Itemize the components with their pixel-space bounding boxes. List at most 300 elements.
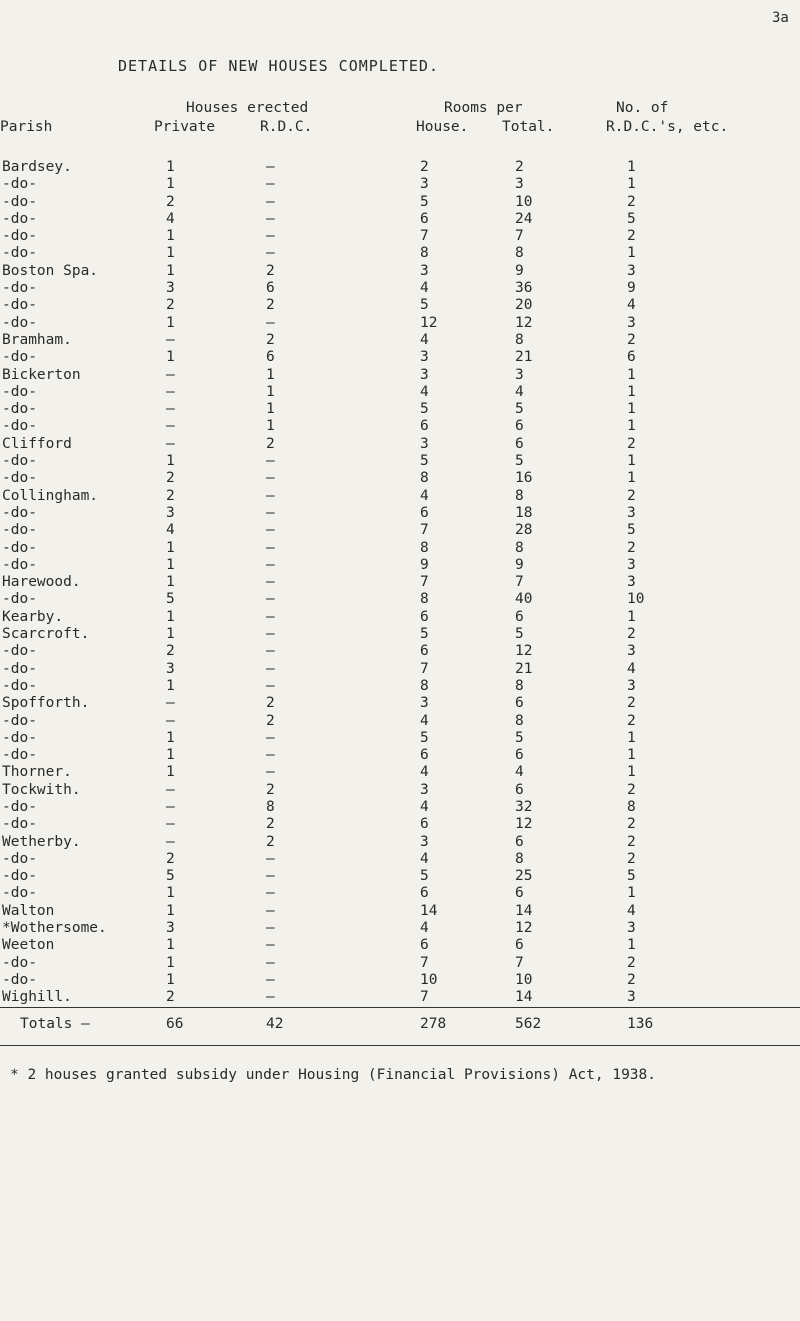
header-no-of: No. of bbox=[616, 100, 669, 116]
cell-private: 2 bbox=[166, 850, 175, 867]
table-row bbox=[0, 245, 800, 262]
cell-rdcs: 5 bbox=[627, 522, 636, 539]
cell-rdcs: 1 bbox=[627, 937, 636, 954]
cell-rooms-per-house: 5 bbox=[420, 729, 429, 746]
table-row bbox=[0, 349, 800, 366]
cell-rdcs: 2 bbox=[627, 850, 636, 867]
cell-private: 1 bbox=[166, 747, 175, 764]
cell-private: 5 bbox=[166, 591, 175, 608]
cell-total-rooms: 9 bbox=[515, 262, 524, 279]
cell-rooms-per-house: 3 bbox=[420, 695, 429, 712]
totals-bottom-rule bbox=[0, 1045, 800, 1046]
cell-rdcs: 2 bbox=[627, 954, 636, 971]
cell-rdcs: 3 bbox=[627, 262, 636, 279]
cell-parish: -do- bbox=[2, 798, 37, 815]
cell-private: 1 bbox=[166, 885, 175, 902]
cell-parish: Bickerton bbox=[2, 366, 81, 383]
table-row bbox=[0, 626, 800, 643]
cell-total-rooms: 10 bbox=[515, 193, 533, 210]
cell-total-rooms: 3 bbox=[515, 366, 524, 383]
cell-total-rooms: 32 bbox=[515, 798, 533, 815]
cell-rdcs: 2 bbox=[627, 781, 636, 798]
cell-parish: -do- bbox=[2, 280, 37, 297]
cell-rooms-per-house: 6 bbox=[420, 608, 429, 625]
cell-rdc: – bbox=[266, 660, 275, 677]
cell-rdc: 2 bbox=[266, 331, 275, 348]
cell-parish: -do- bbox=[2, 522, 37, 539]
cell-parish: Bardsey. bbox=[2, 159, 72, 175]
totals-rooms-per-house: 278 bbox=[420, 1016, 447, 1032]
cell-private: – bbox=[166, 798, 175, 815]
cell-rdc: 1 bbox=[266, 383, 275, 400]
cell-rooms-per-house: 6 bbox=[420, 418, 429, 435]
table-row bbox=[0, 401, 800, 418]
header-total: Total. bbox=[502, 119, 555, 135]
cell-rdc: – bbox=[266, 971, 275, 988]
cell-total-rooms: 6 bbox=[515, 833, 524, 850]
cell-private: 2 bbox=[166, 487, 175, 504]
cell-private: 2 bbox=[166, 297, 175, 314]
cell-rdcs: 1 bbox=[627, 470, 636, 487]
cell-parish: -do- bbox=[2, 971, 37, 988]
cell-private: 2 bbox=[166, 193, 175, 210]
cell-rdcs: 8 bbox=[627, 798, 636, 815]
cell-private: 1 bbox=[166, 729, 175, 746]
cell-parish: -do- bbox=[2, 747, 37, 764]
cell-rdc: 2 bbox=[266, 695, 275, 712]
cell-rdcs: 2 bbox=[627, 331, 636, 348]
cell-rooms-per-house: 8 bbox=[420, 677, 429, 694]
cell-rdc: 2 bbox=[266, 833, 275, 850]
cell-total-rooms: 4 bbox=[515, 383, 524, 400]
cell-parish: -do- bbox=[2, 850, 37, 867]
cell-total-rooms: 21 bbox=[515, 349, 533, 366]
cell-total-rooms: 6 bbox=[515, 781, 524, 798]
cell-private: 5 bbox=[166, 868, 175, 885]
cell-rooms-per-house: 7 bbox=[420, 574, 429, 591]
cell-rooms-per-house: 4 bbox=[420, 331, 429, 348]
cell-rooms-per-house: 10 bbox=[420, 971, 438, 988]
cell-rooms-per-house: 4 bbox=[420, 764, 429, 781]
cell-rdc: – bbox=[266, 228, 275, 245]
cell-parish: -do- bbox=[2, 228, 37, 245]
cell-rooms-per-house: 12 bbox=[420, 314, 438, 331]
header-parish: Parish bbox=[0, 119, 53, 135]
cell-rdcs: 2 bbox=[627, 487, 636, 504]
table-row bbox=[0, 661, 800, 678]
cell-rdc: – bbox=[266, 193, 275, 210]
cell-total-rooms: 6 bbox=[515, 418, 524, 435]
cell-rooms-per-house: 3 bbox=[420, 366, 429, 383]
cell-private: 3 bbox=[166, 920, 175, 937]
table-row bbox=[0, 453, 800, 470]
cell-rooms-per-house: 4 bbox=[420, 798, 429, 815]
cell-rooms-per-house: 6 bbox=[420, 885, 429, 902]
cell-rdc: 6 bbox=[266, 280, 275, 297]
cell-rooms-per-house: 5 bbox=[420, 193, 429, 210]
cell-total-rooms: 6 bbox=[515, 608, 524, 625]
cell-rdcs: 1 bbox=[627, 383, 636, 400]
cell-private: – bbox=[166, 712, 175, 729]
cell-rooms-per-house: 3 bbox=[420, 262, 429, 279]
cell-total-rooms: 5 bbox=[515, 626, 524, 643]
cell-rdc: – bbox=[266, 747, 275, 764]
cell-parish: Spofforth. bbox=[2, 695, 90, 712]
cell-parish: *Wothersome. bbox=[2, 920, 107, 937]
cell-parish: -do- bbox=[2, 297, 37, 314]
cell-total-rooms: 12 bbox=[515, 643, 533, 660]
cell-rdc: – bbox=[266, 487, 275, 504]
totals-rdc: 42 bbox=[266, 1016, 284, 1032]
cell-rooms-per-house: 4 bbox=[420, 712, 429, 729]
cell-rdcs: 1 bbox=[627, 747, 636, 764]
table-row bbox=[0, 332, 800, 349]
cell-total-rooms: 10 bbox=[515, 971, 533, 988]
cell-rdcs: 4 bbox=[627, 660, 636, 677]
cell-rdcs: 2 bbox=[627, 539, 636, 556]
cell-private: 1 bbox=[166, 971, 175, 988]
cell-rdc: – bbox=[266, 176, 275, 193]
cell-private: 1 bbox=[166, 937, 175, 954]
cell-total-rooms: 36 bbox=[515, 280, 533, 297]
cell-rooms-per-house: 6 bbox=[420, 937, 429, 954]
cell-rooms-per-house: 14 bbox=[420, 902, 438, 919]
table-row bbox=[0, 522, 800, 539]
table-row bbox=[0, 747, 800, 764]
table-row bbox=[0, 263, 800, 280]
cell-parish: -do- bbox=[2, 729, 37, 746]
cell-parish: -do- bbox=[2, 401, 37, 418]
cell-private: 1 bbox=[166, 262, 175, 279]
cell-rdcs: 5 bbox=[627, 210, 636, 227]
cell-parish: -do- bbox=[2, 591, 37, 608]
cell-rdc: – bbox=[266, 677, 275, 694]
cell-rooms-per-house: 8 bbox=[420, 591, 429, 608]
cell-rooms-per-house: 3 bbox=[420, 349, 429, 366]
cell-rdc: – bbox=[266, 539, 275, 556]
cell-total-rooms: 7 bbox=[515, 574, 524, 591]
cell-parish: -do- bbox=[2, 660, 37, 677]
totals-private: 66 bbox=[166, 1016, 184, 1032]
table-row bbox=[0, 384, 800, 401]
cell-rdc: – bbox=[266, 591, 275, 608]
header-private: Private bbox=[154, 119, 216, 135]
cell-rdc: – bbox=[266, 885, 275, 902]
cell-total-rooms: 7 bbox=[515, 954, 524, 971]
cell-private: – bbox=[166, 435, 175, 452]
cell-total-rooms: 8 bbox=[515, 245, 524, 262]
cell-private: 3 bbox=[166, 280, 175, 297]
cell-parish: -do- bbox=[2, 816, 37, 833]
cell-total-rooms: 7 bbox=[515, 228, 524, 245]
table-row bbox=[0, 972, 800, 989]
cell-rdcs: 2 bbox=[627, 971, 636, 988]
cell-rdcs: 5 bbox=[627, 868, 636, 885]
cell-rdc: – bbox=[266, 920, 275, 937]
cell-rooms-per-house: 6 bbox=[420, 643, 429, 660]
cell-rooms-per-house: 7 bbox=[420, 660, 429, 677]
cell-parish: -do- bbox=[2, 245, 37, 262]
cell-parish: Boston Spa. bbox=[2, 262, 99, 279]
header-rooms-per: Rooms per bbox=[444, 100, 523, 116]
cell-private: 1 bbox=[166, 245, 175, 262]
footnote: * 2 houses granted subsidy under Housing (Financial Provisions) Act, 1938. bbox=[10, 1067, 657, 1083]
cell-rooms-per-house: 4 bbox=[420, 383, 429, 400]
cell-rdc: – bbox=[266, 729, 275, 746]
cell-total-rooms: 5 bbox=[515, 729, 524, 746]
cell-rdc: 1 bbox=[266, 366, 275, 383]
cell-private: 1 bbox=[166, 556, 175, 573]
table-row bbox=[0, 591, 800, 608]
cell-total-rooms: 8 bbox=[515, 539, 524, 556]
cell-rdc: – bbox=[266, 504, 275, 521]
cell-rdcs: 3 bbox=[627, 314, 636, 331]
table-row bbox=[0, 194, 800, 211]
cell-total-rooms: 8 bbox=[515, 331, 524, 348]
cell-private: – bbox=[166, 833, 175, 850]
cell-private: 3 bbox=[166, 660, 175, 677]
cell-private: 2 bbox=[166, 989, 175, 1006]
cell-rdc: – bbox=[266, 556, 275, 573]
cell-total-rooms: 8 bbox=[515, 712, 524, 729]
table-row bbox=[0, 488, 800, 505]
cell-total-rooms: 12 bbox=[515, 314, 533, 331]
table-row bbox=[0, 713, 800, 730]
cell-parish: -do- bbox=[2, 193, 37, 210]
cell-rdc: 8 bbox=[266, 798, 275, 815]
cell-rdc: 2 bbox=[266, 816, 275, 833]
cell-parish: -do- bbox=[2, 453, 37, 470]
cell-parish: -do- bbox=[2, 556, 37, 573]
cell-rooms-per-house: 6 bbox=[420, 816, 429, 833]
cell-parish: Wetherby. bbox=[2, 833, 81, 850]
cell-parish: -do- bbox=[2, 885, 37, 902]
cell-parish: -do- bbox=[2, 176, 37, 193]
cell-rdc: – bbox=[266, 626, 275, 643]
table-row bbox=[0, 228, 800, 245]
cell-rdc: – bbox=[266, 850, 275, 867]
document-title: DETAILS OF NEW HOUSES COMPLETED. bbox=[118, 57, 439, 75]
cell-rdcs: 6 bbox=[627, 349, 636, 366]
cell-rdc: 1 bbox=[266, 418, 275, 435]
cell-rdcs: 1 bbox=[627, 159, 636, 175]
cell-parish: -do- bbox=[2, 383, 37, 400]
cell-rdcs: 1 bbox=[627, 418, 636, 435]
cell-rdcs: 2 bbox=[627, 833, 636, 850]
cell-parish: -do- bbox=[2, 349, 37, 366]
cell-parish: Thorner. bbox=[2, 764, 72, 781]
cell-parish: Kearby. bbox=[2, 608, 64, 625]
table-row bbox=[0, 297, 800, 314]
cell-rooms-per-house: 7 bbox=[420, 954, 429, 971]
cell-rooms-per-house: 5 bbox=[420, 401, 429, 418]
cell-total-rooms: 6 bbox=[515, 695, 524, 712]
cell-total-rooms: 6 bbox=[515, 435, 524, 452]
cell-rdcs: 1 bbox=[627, 245, 636, 262]
table-row bbox=[0, 851, 800, 868]
cell-rooms-per-house: 8 bbox=[420, 470, 429, 487]
cell-total-rooms: 20 bbox=[515, 297, 533, 314]
cell-rdcs: 2 bbox=[627, 695, 636, 712]
cell-private: 1 bbox=[166, 228, 175, 245]
cell-rdc: – bbox=[266, 902, 275, 919]
cell-rooms-per-house: 6 bbox=[420, 747, 429, 764]
cell-rdcs: 4 bbox=[627, 902, 636, 919]
totals-row bbox=[0, 1016, 800, 1036]
cell-total-rooms: 25 bbox=[515, 868, 533, 885]
cell-total-rooms: 14 bbox=[515, 989, 533, 1006]
table-row bbox=[0, 418, 800, 435]
cell-rdcs: 1 bbox=[627, 453, 636, 470]
cell-rdc: – bbox=[266, 643, 275, 660]
cell-parish: Wighill. bbox=[2, 989, 72, 1006]
cell-rooms-per-house: 4 bbox=[420, 920, 429, 937]
cell-rdc: – bbox=[266, 453, 275, 470]
cell-rooms-per-house: 5 bbox=[420, 868, 429, 885]
header-house: House. bbox=[416, 119, 469, 135]
cell-rdcs: 1 bbox=[627, 401, 636, 418]
cell-rooms-per-house: 3 bbox=[420, 176, 429, 193]
table-row bbox=[0, 557, 800, 574]
cell-rdcs: 1 bbox=[627, 885, 636, 902]
cell-total-rooms: 8 bbox=[515, 850, 524, 867]
cell-total-rooms: 12 bbox=[515, 920, 533, 937]
cell-rdc: – bbox=[266, 210, 275, 227]
cell-total-rooms: 40 bbox=[515, 591, 533, 608]
table-row bbox=[0, 211, 800, 228]
cell-parish: Walton bbox=[2, 902, 55, 919]
cell-rooms-per-house: 9 bbox=[420, 556, 429, 573]
table-row bbox=[0, 989, 800, 1006]
cell-rdcs: 4 bbox=[627, 297, 636, 314]
cell-rdcs: 2 bbox=[627, 228, 636, 245]
cell-private: 1 bbox=[166, 954, 175, 971]
table-row bbox=[0, 834, 800, 851]
table-row bbox=[0, 280, 800, 297]
totals-label: Totals – bbox=[20, 1016, 90, 1032]
cell-rdc: – bbox=[266, 470, 275, 487]
cell-rdc: – bbox=[266, 989, 275, 1006]
cell-rooms-per-house: 4 bbox=[420, 850, 429, 867]
cell-rdc: – bbox=[266, 937, 275, 954]
cell-rdcs: 1 bbox=[627, 608, 636, 625]
table-row bbox=[0, 937, 800, 954]
table-row bbox=[0, 885, 800, 902]
table-row bbox=[0, 920, 800, 937]
table-row bbox=[0, 678, 800, 695]
cell-rooms-per-house: 3 bbox=[420, 833, 429, 850]
page-number: 3a bbox=[772, 10, 789, 26]
table-row bbox=[0, 315, 800, 332]
cell-private: 1 bbox=[166, 349, 175, 366]
cell-total-rooms: 5 bbox=[515, 401, 524, 418]
cell-parish: -do- bbox=[2, 954, 37, 971]
cell-private: 2 bbox=[166, 643, 175, 660]
cell-private: 1 bbox=[166, 453, 175, 470]
cell-private: 1 bbox=[166, 626, 175, 643]
cell-total-rooms: 14 bbox=[515, 902, 533, 919]
header-houses-erected: Houses erected bbox=[186, 100, 309, 116]
cell-rdc: 2 bbox=[266, 435, 275, 452]
cell-rdcs: 2 bbox=[627, 193, 636, 210]
cell-parish: Bramham. bbox=[2, 331, 72, 348]
cell-parish: Weeton bbox=[2, 937, 55, 954]
cell-rdc: – bbox=[266, 764, 275, 781]
cell-rdcs: 3 bbox=[627, 643, 636, 660]
cell-total-rooms: 5 bbox=[515, 453, 524, 470]
cell-private: – bbox=[166, 418, 175, 435]
cell-parish: -do- bbox=[2, 868, 37, 885]
cell-total-rooms: 4 bbox=[515, 764, 524, 781]
cell-rooms-per-house: 8 bbox=[420, 245, 429, 262]
cell-total-rooms: 8 bbox=[515, 677, 524, 694]
cell-rooms-per-house: 7 bbox=[420, 522, 429, 539]
cell-rooms-per-house: 8 bbox=[420, 539, 429, 556]
cell-private: 1 bbox=[166, 159, 175, 175]
cell-private: 4 bbox=[166, 522, 175, 539]
cell-private: – bbox=[166, 816, 175, 833]
cell-rdc: 6 bbox=[266, 349, 275, 366]
cell-parish: -do- bbox=[2, 418, 37, 435]
cell-rooms-per-house: 4 bbox=[420, 487, 429, 504]
cell-total-rooms: 2 bbox=[515, 159, 524, 175]
table-row bbox=[0, 695, 800, 712]
cell-rdc: – bbox=[266, 314, 275, 331]
cell-private: 1 bbox=[166, 574, 175, 591]
cell-rdc: – bbox=[266, 159, 275, 175]
cell-rdcs: 2 bbox=[627, 712, 636, 729]
cell-rdcs: 3 bbox=[627, 556, 636, 573]
cell-rdcs: 3 bbox=[627, 920, 636, 937]
cell-total-rooms: 6 bbox=[515, 747, 524, 764]
table-row bbox=[0, 903, 800, 920]
cell-parish: Harewood. bbox=[2, 574, 81, 591]
cell-total-rooms: 21 bbox=[515, 660, 533, 677]
cell-rdcs: 2 bbox=[627, 435, 636, 452]
cell-rdcs: 1 bbox=[627, 729, 636, 746]
cell-rdcs: 3 bbox=[627, 677, 636, 694]
cell-parish: -do- bbox=[2, 210, 37, 227]
cell-rooms-per-house: 6 bbox=[420, 210, 429, 227]
cell-private: 1 bbox=[166, 764, 175, 781]
cell-private: 3 bbox=[166, 504, 175, 521]
table-row bbox=[0, 176, 800, 193]
cell-rdcs: 3 bbox=[627, 574, 636, 591]
totals-top-rule bbox=[0, 1007, 800, 1008]
cell-private: – bbox=[166, 331, 175, 348]
cell-total-rooms: 12 bbox=[515, 816, 533, 833]
cell-private: 1 bbox=[166, 176, 175, 193]
cell-rdc: – bbox=[266, 608, 275, 625]
cell-private: 1 bbox=[166, 539, 175, 556]
cell-rdcs: 10 bbox=[627, 591, 645, 608]
totals-rdcs: 136 bbox=[627, 1016, 654, 1032]
cell-total-rooms: 24 bbox=[515, 210, 533, 227]
table-row bbox=[0, 643, 800, 660]
cell-rdc: 2 bbox=[266, 781, 275, 798]
cell-total-rooms: 6 bbox=[515, 937, 524, 954]
cell-rdc: – bbox=[266, 245, 275, 262]
cell-rdcs: 2 bbox=[627, 816, 636, 833]
cell-total-rooms: 8 bbox=[515, 487, 524, 504]
table-row bbox=[0, 609, 800, 626]
cell-total-rooms: 3 bbox=[515, 176, 524, 193]
cell-private: – bbox=[166, 401, 175, 418]
header-rdcs-etc: R.D.C.'s, etc. bbox=[606, 119, 729, 135]
cell-rdcs: 2 bbox=[627, 626, 636, 643]
cell-total-rooms: 18 bbox=[515, 504, 533, 521]
cell-private: – bbox=[166, 383, 175, 400]
